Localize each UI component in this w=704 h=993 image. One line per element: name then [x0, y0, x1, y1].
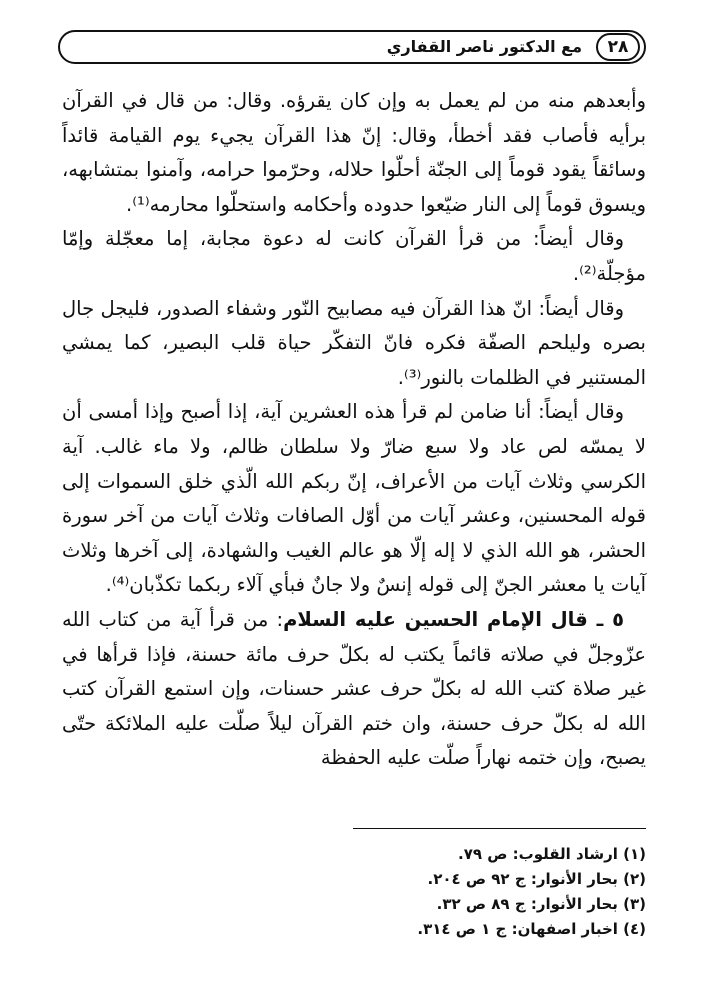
footnote-1: (١) ارشاد القلوب: ص ٧٩. — [458, 845, 646, 863]
running-title: مع الدكتور ناصر القفاري — [386, 37, 582, 56]
paragraph-1: وأبعدهم منه من لم يعمل به وإن كان يقرؤه. وقال: من قال في القرآن برأيه فأصاب فقد أخطأ، وقال: إنّ هذا القرآن يجيء يوم القيامة قائداً وسائقاً يقود قوماً إلى الجنّة أحلّوا حلاله، وحرّموا حرامه، وآمنوا بمتشابهه، ويسوق قوماً إلى النار ضيّعوا حدوده وأحكامه واستحلّوا محارمه⁽¹⁾. — [62, 89, 646, 216]
paragraph-5-text: : من قرأ آية من كتاب الله عزّوجلّ في صلاته قائماً يكتب له بكلّ حرف مائة حسنة، فإذا قرأها في غير صلاة كتب الله له بكلّ حرف عشر حسنات، وإن استمع القرآن كتب الله له بكلّ حرف حسنة، وان ختم القرآن ليلاً صلّت عليه الملائكة حتّى يصبح، وإن ختمه نهاراً صلّت عليه الحفظة — [62, 607, 646, 770]
footnote-divider — [353, 828, 646, 829]
paragraph-2: وقال أيضاً: من قرأ القرآن كانت له دعوة مجابة، إما معجّلة وإمّا مؤجلّة⁽²⁾. — [62, 227, 646, 285]
paragraph-4: وقال أيضاً: أنا ضامن لم قرأ هذه العشرين آية، إذا أصبح وإذا أمسى أن لا يمسّه لص عاد ولا سبع ضارّ ولا سلطان ظالم، ولا ماء غالب. آية الكرسي وثلاث آيات من الأعراف، إنّ ربكم الله الّذي خلق السموات إلى قوله المحسنين، وعشر آيات من أوّل الصافات وثلاث آيات من آخر سورة الحشر، هو الله الذي لا إله إلّا هو عالم الغيب والشهادة، إلى آخرها وثلاث آيات يا معشر الجنّ إلى قوله إنسٌ ولا جانٌ فبأي آلاء ربكما تكذّبان⁽⁴⁾. — [62, 400, 646, 597]
paragraph-5 — [62, 603, 646, 776]
paragraph-3: وقال أيضاً: انّ هذا القرآن فيه مصابيح النّور وشفاء الصدور، فليجل جال بصره وليلحم الصفّة فكره فانّ التفكّر حياة قلب البصير، كما يمشي المستنير في الظلمات بالنور⁽³⁾. — [62, 296, 646, 389]
footnotes — [62, 842, 646, 942]
footnote-2: (٢) بحار الأنوار: ج ٩٢ ص ٢٠٤. — [427, 870, 646, 888]
body-text — [62, 84, 646, 776]
page-number: ٢٨ — [596, 33, 640, 61]
footnote-3: (٣) بحار الأنوار: ج ٨٩ ص ٣٢. — [436, 895, 646, 913]
page-header — [58, 30, 646, 64]
footnote-4: (٤) اخبار اصفهان: ج ١ ص ٣١٤. — [417, 920, 646, 938]
paragraph-5-lead: ٥ ـ قال الإمام الحسين عليه السلام — [283, 607, 624, 631]
